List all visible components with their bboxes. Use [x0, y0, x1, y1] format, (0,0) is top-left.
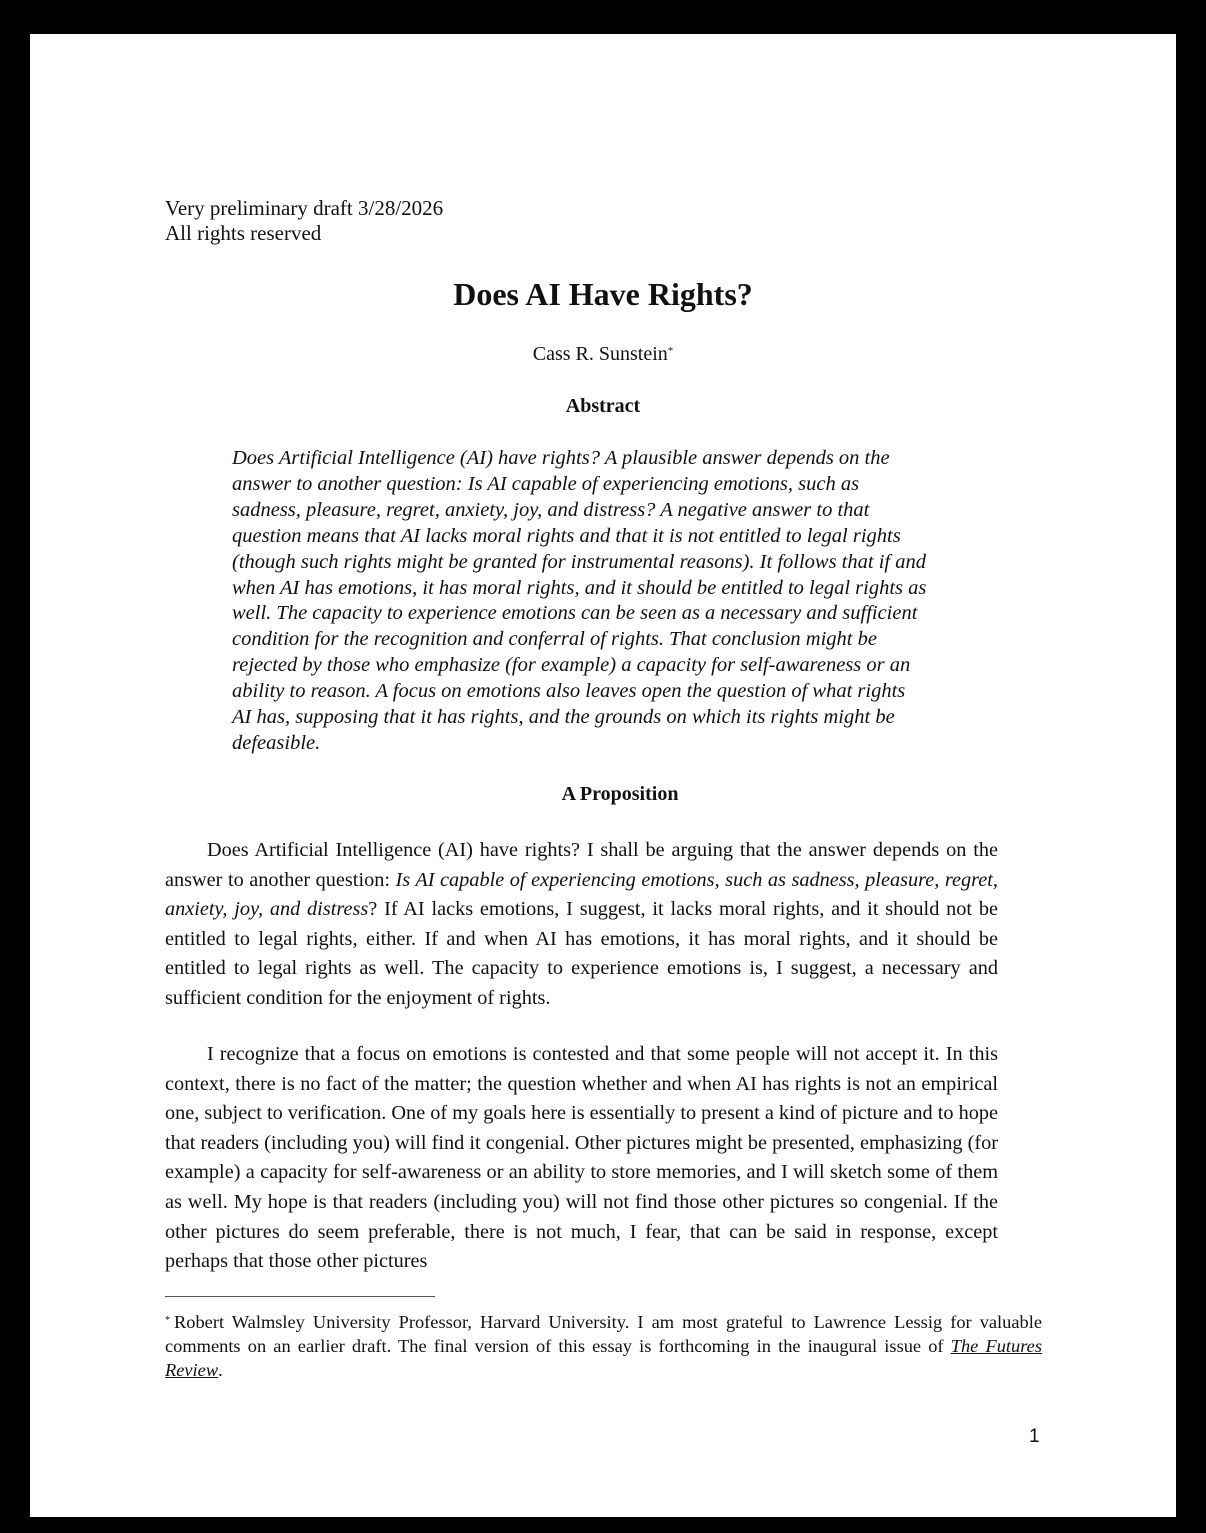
- journal-title-link[interactable]: The Futures Review: [165, 1335, 1042, 1380]
- abstract-heading: Abstract: [565, 395, 641, 417]
- page-number: 1: [1029, 1426, 1040, 1447]
- abstract-line: rejected by those who emphasize (for example) a capacity for self-awareness or an: [232, 654, 911, 677]
- document-page: [30, 34, 1176, 1517]
- abstract-line: defeasible.: [232, 731, 321, 754]
- body-paragraph-2: I recognize that a focus on emotions is contested and that some people will not accept it. In this context, there is no fact of the matter; the question whether and when AI has rights is not an empirical one, subject to verification. One of my goals here is essentially to present a kind of picture and to hope that readers (including you) will find it congenial. Other pictures might be presented, emphasizing (for example) a capacity for self-awareness or an ability to store memories, and I will sketch some of them as well. My hope is that readers (including you) will not find those other pictures so congenial. If the other pictures do seem preferable, there is not much, I fear, that can be said in response, except perhaps that those other pictures: [165, 1043, 998, 1273]
- paragraph-text: ? If AI lacks emotions, I suggest, it lacks moral rights, and it should not be entitled to legal rights, either. If and when AI has emotions, it has moral rights, and it should be entitled to legal rights as well. The capacity to experience emotions is, I suggest, a necessary and sufficient condition for the enjoyment of rights.: [165, 898, 998, 1009]
- paragraph-text: Does Artificial Intelligence (AI) have rights? I shall be arguing that the answer depends on the answer to another question:: [165, 839, 998, 891]
- author-line: [30, 342, 1176, 366]
- draft-notice: [165, 196, 443, 246]
- paragraph-italic-question: Is AI capable of experiencing emotions, such as sadness, pleasure, regret, anxiety, joy, and distress: [165, 868, 998, 921]
- rights-line: All rights reserved: [165, 221, 322, 245]
- abstract-text: [232, 446, 1002, 757]
- abstract-line: condition for the recognition and conferral of rights. That conclusion might be: [232, 628, 877, 651]
- author-name: Cass R. Sunstein: [532, 343, 668, 365]
- abstract-line: well. The capacity to experience emotions can be seen as a necessary and sufficient: [232, 602, 918, 625]
- footnote: [165, 1311, 1042, 1382]
- abstract-line: when AI has emotions, it has moral rights, and it should be entitled to legal rights as: [232, 576, 927, 599]
- abstract-line: (though such rights might be granted for instrumental reasons). It follows that if and: [232, 550, 926, 573]
- draft-date-line: Very preliminary draft 3/28/2026: [165, 196, 444, 220]
- paper-title: Does AI Have Rights?: [453, 276, 753, 312]
- footnote-end: .: [218, 1359, 223, 1380]
- abstract-line: AI has, supposing that it has rights, and the grounds on which its rights might be: [232, 706, 895, 729]
- author-footnote-marker[interactable]: *: [667, 345, 674, 357]
- abstract-line: sadness, pleasure, regret, anxiety, joy, and distress? A negative answer to that: [232, 498, 870, 521]
- footnote-separator: [165, 1296, 435, 1297]
- abstract-line: answer to another question: Is AI capable of experiencing emotions, such as: [232, 472, 860, 495]
- section-heading: A Proposition: [561, 783, 679, 805]
- body-paragraph-1: [165, 836, 998, 1014]
- abstract-line: question means that AI lacks moral rights and that it is not entitled to legal rights: [232, 524, 901, 547]
- abstract-line: ability to reason. A focus on emotions also leaves open the question of what rights: [232, 680, 906, 703]
- footnote-text: Robert Walmsley University Professor, Harvard University. I am most grateful to Lawrence Lessig for valuable comments on an earlier draft. The final version of this essay is forthcoming in the inaugural issue of: [165, 1312, 1042, 1356]
- abstract-line: Does Artificial Intelligence (AI) have rights? A plausible answer depends on the: [232, 447, 890, 469]
- footnote-marker: *: [165, 1315, 170, 1326]
